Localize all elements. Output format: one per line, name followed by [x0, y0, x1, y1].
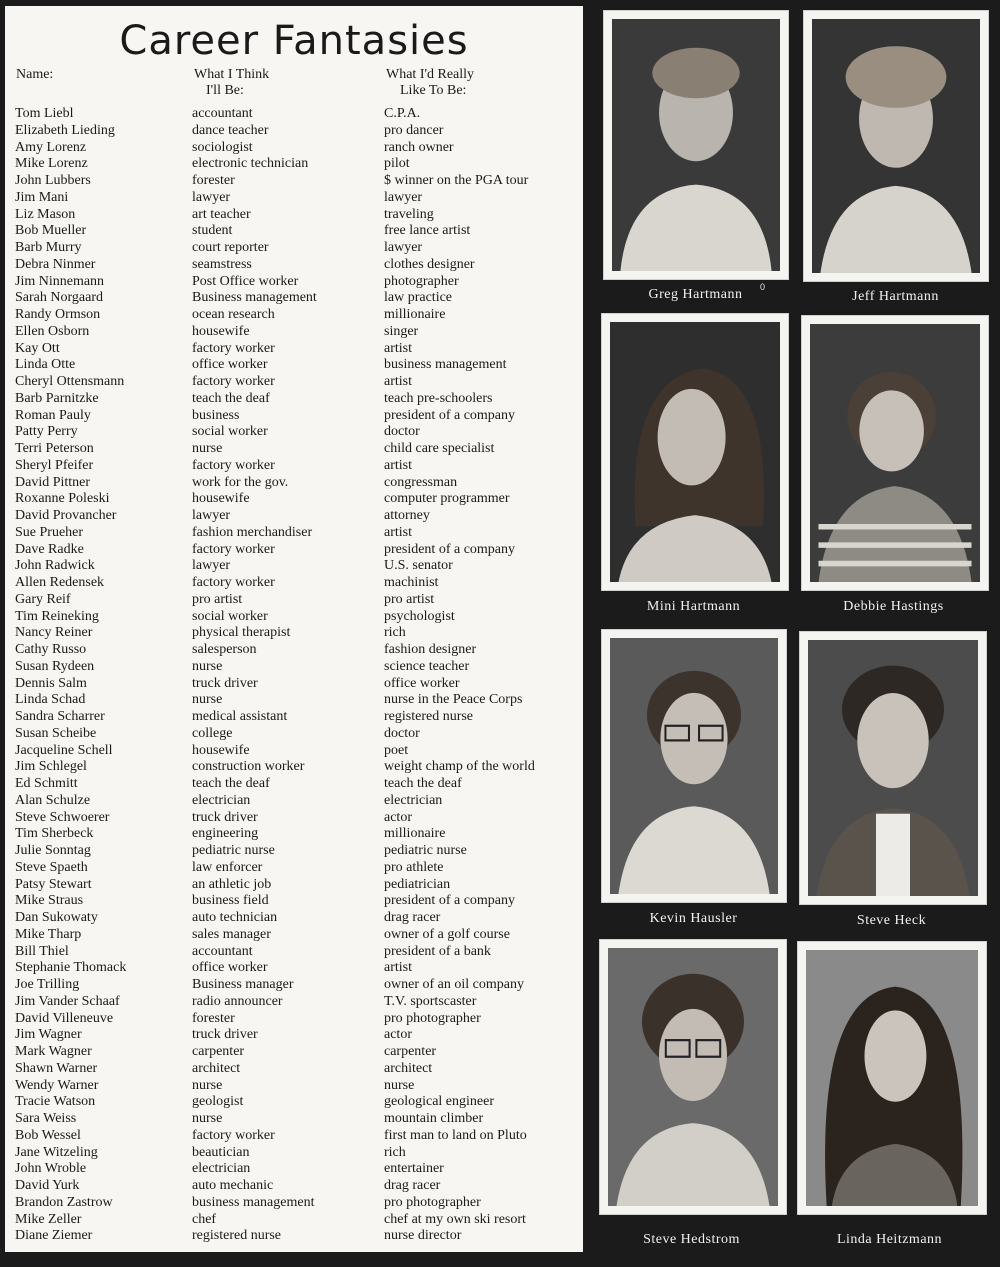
expected-career: nurse [192, 1077, 223, 1093]
student-name: Roman Pauly [15, 407, 91, 423]
portrait-image [610, 638, 778, 894]
think-column-header: What I Think I'll Be: [194, 67, 270, 98]
dream-career: office worker [384, 675, 460, 691]
dream-career: millionaire [384, 826, 446, 842]
student-name: Sheryl Pfeifer [15, 457, 94, 473]
portrait-image [608, 948, 778, 1206]
student-name: Jim Schlegel [15, 759, 87, 775]
student-name: Tim Reineking [15, 608, 99, 624]
student-name: Roxanne Poleski [15, 491, 110, 507]
dream-career: weight champ of the world [384, 759, 535, 775]
expected-career: business field [192, 893, 269, 909]
expected-career: architect [192, 1060, 241, 1076]
expected-career: lawyer [192, 508, 231, 523]
student-name: Barb Parnitzke [15, 390, 99, 406]
expected-career: carpenter [192, 1044, 245, 1059]
expected-career: housewife [192, 491, 250, 507]
student-name: Patsy Stewart [15, 876, 92, 892]
caption-kevin-hausler: Kevin Hausler [649, 911, 738, 926]
student-name: Susan Rydeen [15, 658, 95, 674]
student-name: Randy Ormson [15, 307, 101, 322]
student-name: Sandra Scharrer [15, 709, 105, 724]
caption-mini-hartmann: Mini Hartmann [646, 599, 741, 614]
expected-career: factory worker [192, 1127, 275, 1143]
dream-career: business management [384, 357, 507, 373]
dream-career: child care specialist [384, 441, 495, 456]
dream-career: rich [384, 1144, 406, 1160]
dream-career: owner of an oil company [384, 977, 524, 992]
dream-career: poet [384, 742, 409, 758]
student-name: Bill Thiel [15, 943, 69, 959]
expected-career: housewife [192, 742, 250, 758]
student-name: David Provancher [15, 508, 117, 523]
dream-career: clothes designer [384, 256, 475, 272]
portrait-linda-heitzmann [797, 941, 987, 1215]
dream-career: pro photographer [384, 1010, 481, 1026]
expected-career: beautician [192, 1144, 250, 1160]
expected-career: electronic technician [192, 156, 309, 172]
portrait-image [612, 19, 780, 271]
expected-career: sociologist [192, 139, 253, 155]
portrait-image [808, 640, 978, 896]
dream-career: artist [384, 524, 412, 540]
student-name: Mike Tharp [15, 926, 82, 942]
student-name: John Lubbers [15, 173, 91, 188]
dream-career: attorney [384, 508, 430, 523]
student-name: Jane Witzeling [15, 1144, 98, 1160]
dream-career: nurse in the Peace Corps [384, 692, 523, 708]
dream-career: fashion designer [384, 642, 477, 657]
dream-career: ranch owner [384, 139, 454, 155]
expected-career: college [192, 725, 233, 741]
portrait-greg-hartmann [603, 10, 789, 280]
dream-career: carpenter [384, 1044, 437, 1059]
dream-career: artist [384, 374, 412, 389]
expected-career: social worker [192, 424, 268, 440]
dream-career: first man to land on Pluto [384, 1127, 527, 1143]
expected-career: construction worker [192, 759, 305, 775]
student-name: Susan Scheibe [15, 725, 97, 741]
student-name: Jim Mani [15, 189, 69, 205]
dream-career: actor [384, 809, 412, 825]
expected-career: business [192, 407, 240, 423]
portrait-kevin-hausler [601, 629, 787, 903]
portrait-image [812, 19, 980, 273]
dream-career: entertainer [384, 1161, 444, 1177]
expected-career: housewife [192, 323, 250, 339]
caption-greg-hartmann: Greg Hartmann [648, 287, 743, 302]
dream-career: pro athlete [384, 859, 444, 875]
student-name: Mike Lorenz [15, 156, 88, 172]
dream-career: artist [384, 457, 412, 473]
student-name: Elizabeth Lieding [15, 122, 115, 138]
expected-career: nurse [192, 1111, 223, 1126]
dream-career: photographer [384, 273, 459, 289]
student-name: Bob Mueller [15, 223, 87, 239]
student-name: Joe Trilling [15, 977, 80, 992]
expected-career: business management [192, 1194, 315, 1210]
student-name: Jacqueline Schell [15, 742, 113, 758]
expected-career: auto mechanic [192, 1178, 274, 1193]
student-name: Debra Ninmer [15, 256, 96, 272]
student-name: Patty Perry [15, 424, 78, 440]
student-name: Sarah Norgaard [15, 290, 103, 306]
expected-career: lawyer [192, 189, 231, 205]
dream-career: doctor [384, 725, 420, 741]
dream-career: electrician [384, 792, 443, 808]
student-name: Tom Liebl [15, 106, 74, 121]
student-name: Linda Otte [15, 357, 76, 373]
caption-steve-heck: Steve Heck [856, 913, 927, 928]
expected-career: an athletic job [192, 876, 272, 892]
expected-career: nurse [192, 441, 223, 456]
portrait-mini-hartmann [601, 313, 789, 591]
dream-career: teach pre-schoolers [384, 390, 493, 406]
student-name: Linda Schad [15, 692, 86, 708]
expected-career: art teacher [192, 206, 251, 222]
dream-career: president of a bank [384, 943, 491, 959]
expected-career: factory worker [192, 340, 275, 356]
dream-career: pediatrician [384, 876, 451, 892]
dream-career: nurse director [384, 1228, 462, 1244]
student-name: Sara Weiss [15, 1111, 77, 1126]
dream-career: free lance artist [384, 223, 471, 239]
student-name: Jim Vander Schaaf [15, 993, 120, 1009]
expected-career: electrician [192, 1161, 251, 1177]
like-column-header: What I'd Really Like To Be: [386, 67, 475, 98]
expected-career: fashion merchandiser [192, 524, 313, 540]
dream-career: computer programmer [384, 491, 510, 507]
expected-career: salesperson [192, 642, 257, 657]
caption-steve-hedstrom: Steve Hedstrom [643, 1232, 740, 1247]
student-name: David Pittner [15, 474, 91, 490]
like-list [384, 106, 535, 1245]
student-name: Sue Prueher [15, 524, 84, 540]
stray-mark: 0 [760, 282, 766, 292]
student-name: Steve Spaeth [15, 859, 88, 875]
dream-career: pro dancer [384, 122, 444, 138]
portrait-steve-heck [799, 631, 987, 905]
dream-career: singer [384, 323, 419, 339]
dream-career: U.S. senator [384, 558, 453, 574]
dream-career: $ winner on the PGA tour [384, 173, 529, 188]
expected-career: Post Office worker [192, 273, 299, 289]
dream-career: science teacher [384, 658, 470, 674]
expected-career: accountant [192, 943, 253, 959]
student-name: Dave Radke [15, 541, 84, 557]
dream-career: pro artist [384, 591, 435, 607]
expected-career: office worker [192, 357, 268, 373]
student-name: Ed Schmitt [15, 776, 78, 791]
expected-career: court reporter [192, 240, 269, 255]
student-name: Terri Peterson [15, 441, 94, 456]
dream-career: artist [384, 960, 412, 976]
student-name: Jim Wagner [15, 1027, 82, 1043]
dream-career: artist [384, 340, 412, 356]
caption-linda-heitzmann: Linda Heitzmann [836, 1232, 943, 1247]
expected-career: seamstress [192, 256, 252, 272]
expected-career: physical therapist [192, 625, 291, 641]
dream-career: drag racer [384, 910, 441, 925]
dream-career: pro photographer [384, 1194, 481, 1210]
expected-career: medical assistant [192, 709, 288, 724]
student-name: Cheryl Ottensmann [15, 374, 125, 389]
expected-career: geologist [192, 1094, 244, 1110]
expected-career: nurse [192, 658, 223, 674]
student-name: Alan Schulze [15, 792, 91, 808]
expected-career: teach the deaf [192, 776, 270, 791]
names-list [15, 106, 126, 1245]
dream-career: rich [384, 625, 406, 641]
dream-career: actor [384, 1027, 412, 1043]
think-list [192, 106, 317, 1245]
student-name: Julie Sonntag [15, 843, 91, 858]
dream-career: psychologist [384, 608, 455, 624]
student-name: Wendy Warner [15, 1077, 99, 1093]
expected-career: nurse [192, 692, 223, 708]
student-name: Kay Ott [15, 340, 60, 356]
student-name: Cathy Russo [15, 642, 87, 657]
student-name: Dennis Salm [15, 675, 87, 691]
expected-career: forester [192, 173, 235, 188]
expected-career: truck driver [192, 675, 258, 691]
expected-career: chef [192, 1211, 217, 1227]
expected-career: work for the gov. [192, 474, 289, 490]
expected-career: electrician [192, 792, 251, 808]
dream-career: drag racer [384, 1178, 441, 1193]
caption-jeff-hartmann: Jeff Hartmann [852, 289, 939, 304]
student-name: Tracie Watson [15, 1094, 96, 1110]
portrait-steve-hedstrom [599, 939, 787, 1215]
portrait-image [610, 322, 780, 582]
expected-career: engineering [192, 826, 259, 842]
dream-career: nurse [384, 1077, 415, 1093]
dream-career: president of a company [384, 407, 516, 423]
yearbook-page [5, 6, 583, 1252]
dream-career: law practice [384, 290, 453, 306]
expected-career: factory worker [192, 374, 275, 389]
expected-career: social worker [192, 608, 268, 624]
student-name: Amy Lorenz [15, 139, 87, 155]
expected-career: Business manager [192, 977, 294, 992]
expected-career: dance teacher [192, 122, 269, 138]
expected-career: Business management [192, 290, 317, 306]
expected-career: office worker [192, 960, 268, 976]
dream-career: traveling [384, 206, 434, 222]
caption-debbie-hastings: Debbie Hastings [843, 599, 944, 614]
student-name: Mike Straus [15, 893, 84, 909]
page-title: Career Fantasies [119, 18, 469, 64]
expected-career: law enforcer [192, 859, 263, 875]
student-name: David Villeneuve [15, 1010, 114, 1026]
dream-career: congressman [384, 474, 458, 490]
dream-career: pediatric nurse [384, 843, 467, 858]
expected-career: factory worker [192, 457, 275, 473]
student-name: Brandon Zastrow [15, 1194, 113, 1210]
student-name: Barb Murry [15, 240, 82, 255]
dream-career: registered nurse [384, 709, 474, 724]
expected-career: accountant [192, 106, 253, 121]
expected-career: truck driver [192, 809, 258, 825]
expected-career: forester [192, 1010, 235, 1026]
student-name: Jim Ninnemann [15, 273, 105, 289]
dream-career: machinist [384, 575, 439, 590]
dream-career: C.P.A. [384, 106, 421, 121]
portrait-debbie-hastings [801, 315, 989, 591]
expected-career: teach the deaf [192, 390, 270, 406]
dream-career: lawyer [384, 189, 423, 205]
dream-career: chef at my own ski resort [384, 1211, 526, 1227]
student-name: Mike Zeller [15, 1211, 82, 1227]
student-name: Liz Mason [15, 206, 76, 222]
dream-career: millionaire [384, 307, 446, 322]
dream-career: lawyer [384, 240, 423, 255]
expected-career: factory worker [192, 575, 275, 590]
expected-career: lawyer [192, 558, 231, 574]
dream-career: pilot [384, 156, 410, 172]
dream-career: architect [384, 1060, 433, 1076]
student-name: John Radwick [15, 558, 95, 574]
student-name: Steve Schwoerer [15, 809, 110, 825]
student-name: Dan Sukowaty [15, 910, 98, 925]
expected-career: pediatric nurse [192, 843, 275, 858]
student-name: David Yurk [15, 1178, 80, 1193]
portrait-image [806, 950, 978, 1206]
dream-career: doctor [384, 424, 420, 440]
expected-career: registered nurse [192, 1228, 282, 1244]
dream-career: president of a company [384, 541, 516, 557]
student-name: Shawn Warner [15, 1060, 98, 1076]
expected-career: factory worker [192, 541, 275, 557]
dream-career: T.V. sportscaster [384, 993, 477, 1009]
student-name: Tim Sherbeck [15, 826, 94, 842]
dream-career: owner of a golf course [384, 926, 510, 942]
dream-career: teach the deaf [384, 776, 462, 791]
student-name: Mark Wagner [15, 1044, 92, 1059]
dream-career: mountain climber [384, 1111, 484, 1126]
student-name: Stephanie Thomack [15, 960, 127, 976]
expected-career: truck driver [192, 1027, 258, 1043]
expected-career: ocean research [192, 307, 275, 322]
portrait-image [810, 324, 980, 582]
student-name: Nancy Reiner [15, 625, 93, 641]
dream-career: president of a company [384, 893, 516, 909]
student-name: Gary Reif [15, 591, 71, 607]
expected-career: sales manager [192, 926, 271, 942]
expected-career: radio announcer [192, 993, 283, 1009]
expected-career: student [192, 223, 233, 239]
name-column-header: Name: [16, 67, 54, 82]
portrait-jeff-hartmann [803, 10, 989, 282]
dream-career: geological engineer [384, 1094, 495, 1110]
student-name: Bob Wessel [15, 1127, 81, 1143]
student-name: Diane Ziemer [15, 1228, 93, 1244]
student-name: Allen Redensek [15, 575, 105, 590]
expected-career: auto technician [192, 910, 278, 925]
expected-career: pro artist [192, 591, 243, 607]
student-name: Ellen Osborn [15, 323, 90, 339]
student-name: John Wroble [15, 1161, 87, 1177]
